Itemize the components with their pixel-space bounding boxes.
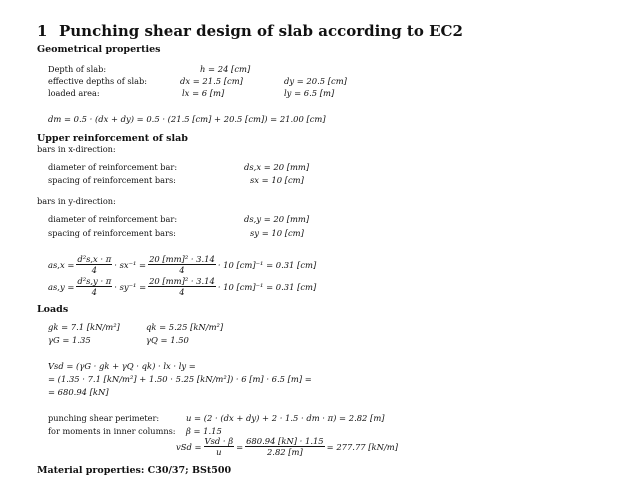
perimeter-equation: u = (2 · (dx + dy) + 2 · 1.5 · dm · π) = 2.82 [m] <box>186 413 385 423</box>
section-number: 1 <box>37 22 48 40</box>
vsd-f1-denominator: u <box>216 447 222 457</box>
asy-mid: · sy⁻¹ = <box>114 281 147 292</box>
depth-label: Depth of slab: <box>48 64 107 74</box>
section-title-text: Punching shear design of slab according to EC2 <box>59 22 463 40</box>
section-title <box>37 22 463 40</box>
asy-f2-denominator: 4 <box>179 287 185 297</box>
vsd-shear-eq: = <box>236 441 244 452</box>
asy-f2-numerator: 20 [mm]² · 3.14 <box>149 276 215 286</box>
asy-rhs: · 10 [cm]⁻¹ = 0.31 [cm] <box>217 281 317 292</box>
qk-equation: qk = 5.25 [kN/m²] <box>146 322 224 332</box>
loaded-area-label: loaded area: <box>48 88 100 98</box>
bars-y-direction-label: bars in y-direction: <box>37 196 116 206</box>
vsd-line-1: Vsd = (γG · gk + γQ · qk) · lx · ly = <box>48 361 196 371</box>
spacing-y-label: spacing of reinforcement bars: <box>48 228 176 238</box>
sy-equation: sy = 10 [cm] <box>250 228 304 238</box>
asx-f2-denominator: 4 <box>179 265 185 275</box>
vsd-shear-lhs: vSd = <box>176 441 202 452</box>
vsd-line-3: = 680.94 [kN] <box>48 387 109 397</box>
bars-x-direction-label: bars in x-direction: <box>37 144 116 154</box>
vsd-f2-denominator: 2.82 [m] <box>266 447 303 457</box>
dm-equation: dm = 0.5 · (dx + dy) = 0.5 · (21.5 [cm] + 20.5 [cm]) = 21.00 [cm] <box>48 114 326 124</box>
asy-equation <box>48 276 316 297</box>
vsd-shear-equation <box>176 436 398 457</box>
gk-equation: gk = 7.1 [kN/m²] <box>48 322 120 332</box>
asx-f1-numerator: d²s,x · π <box>77 254 112 264</box>
asy-f1-denominator: 4 <box>91 287 97 297</box>
vsd-f2-numerator: 680.94 [kN] · 1.15 <box>246 436 324 446</box>
asy-fraction-2 <box>148 276 216 297</box>
asx-fraction-2 <box>148 254 216 275</box>
vsd-shear-rhs: = 277.77 [kN/m] <box>326 441 398 452</box>
asx-rhs: · 10 [cm]⁻¹ = 0.31 [cm] <box>217 259 317 270</box>
vsd-fraction-1 <box>204 436 235 457</box>
vsd-line-2: = (1.35 · 7.1 [kN/m²] + 1.50 · 5.25 [kN/m²]) · 6 [m] · 6.5 [m] = <box>48 374 312 384</box>
asx-lhs: as,x = <box>48 259 75 270</box>
asy-fraction-1 <box>76 276 112 297</box>
geometry-heading: Geometrical properties <box>37 44 161 55</box>
beta-equation: β = 1.15 <box>186 426 222 436</box>
material-heading: Material properties: C30/37; BSt500 <box>37 465 232 476</box>
loads-heading: Loads <box>37 304 69 315</box>
vsd-f1-numerator: Vsd · β <box>204 436 234 446</box>
dx-equation: dx = 21.5 [cm] <box>180 76 243 86</box>
perimeter-label: punching shear perimeter: <box>48 413 160 423</box>
asy-lhs: as,y = <box>48 281 75 292</box>
vsd-fraction-2 <box>245 436 325 457</box>
reinforcement-heading: Upper reinforcement of slab <box>37 133 188 144</box>
dsx-equation: ds,x = 20 [mm] <box>244 162 310 172</box>
asx-f2-numerator: 20 [mm]² · 3.14 <box>149 254 215 264</box>
diameter-x-label: diameter of reinforcement bar: <box>48 162 178 172</box>
gamma-g-equation: γG = 1.35 <box>48 335 91 345</box>
diameter-y-label: diameter of reinforcement bar: <box>48 214 178 224</box>
dy-equation: dy = 20.5 [cm] <box>284 76 347 86</box>
sx-equation: sx = 10 [cm] <box>250 175 304 185</box>
asx-f1-denominator: 4 <box>91 265 97 275</box>
spacing-x-label: spacing of reinforcement bars: <box>48 175 176 185</box>
gamma-q-equation: γQ = 1.50 <box>146 335 189 345</box>
asy-f1-numerator: d²s,y · π <box>77 276 112 286</box>
asx-equation <box>48 254 316 275</box>
moments-label: for moments in inner columns: <box>48 426 176 436</box>
asx-mid: · sx⁻¹ = <box>114 259 147 270</box>
lx-equation: lx = 6 [m] <box>182 88 225 98</box>
depth-equation: h = 24 [cm] <box>200 64 251 74</box>
ly-equation: ly = 6.5 [m] <box>284 88 335 98</box>
asx-fraction-1 <box>76 254 112 275</box>
dsy-equation: ds,y = 20 [mm] <box>244 214 310 224</box>
effective-depth-label: effective depths of slab: <box>48 76 148 86</box>
